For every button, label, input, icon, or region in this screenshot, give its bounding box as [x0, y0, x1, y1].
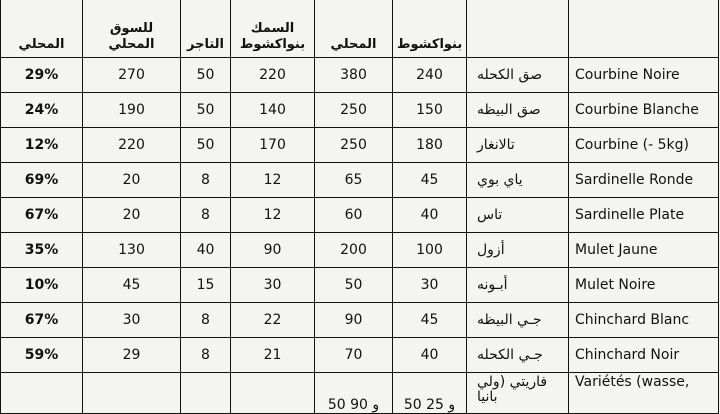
cell-arabic-name: أزول — [467, 233, 569, 268]
header-nouakchott-fish: السمك بنواكشوط — [231, 0, 315, 58]
cell-nouakchott-fish: 170 — [231, 128, 315, 163]
cell-french-name: Variétés (wasse, — [569, 373, 719, 414]
cell-nouakchott-fish: 90 — [231, 233, 315, 268]
cell-local: 380 — [315, 58, 393, 93]
cell-trader: 40 — [181, 233, 231, 268]
cell-nouakchott: 180 — [393, 128, 467, 163]
cell-pct: 67% — [1, 303, 83, 338]
cell-french-name: Sardinelle Plate — [569, 198, 719, 233]
header-trader: التاجر — [181, 0, 231, 58]
cell-local: 200 — [315, 233, 393, 268]
table-header-row — [1, 0, 719, 58]
cell-arabic-name: تالانغار — [467, 128, 569, 163]
cell-french-name: Courbine Noire — [569, 58, 719, 93]
cell-local: 90 — [315, 303, 393, 338]
cell-nouakchott: 240 — [393, 58, 467, 93]
cell-local-market: 30 — [83, 303, 181, 338]
cell-local-market: 20 — [83, 163, 181, 198]
cell-arabic-name: أبـونه — [467, 268, 569, 303]
header-pct: المحلي — [1, 0, 83, 58]
cell-local-market — [83, 373, 181, 414]
table-row — [1, 268, 719, 303]
cell-trader: 50 — [181, 128, 231, 163]
cell-arabic-name: تاس — [467, 198, 569, 233]
cell-nouakchott-fish: 30 — [231, 268, 315, 303]
cell-trader: 8 — [181, 198, 231, 233]
cell-pct — [1, 373, 83, 414]
cell-nouakchott: 45 — [393, 303, 467, 338]
cell-local-market: 190 — [83, 93, 181, 128]
header-arabic-name — [467, 0, 569, 58]
cell-nouakchott: 50 و 25 — [393, 373, 467, 414]
cell-french-name: Mulet Noire — [569, 268, 719, 303]
cell-local: 50 و 90 — [315, 373, 393, 414]
table-row — [1, 233, 719, 268]
header-french-name — [569, 0, 719, 58]
cell-nouakchott: 45 — [393, 163, 467, 198]
table-row — [1, 338, 719, 373]
header-nouakchott: بنواكشوط — [393, 0, 467, 58]
cell-local-market: 130 — [83, 233, 181, 268]
cell-trader — [181, 373, 231, 414]
cell-french-name: Mulet Jaune — [569, 233, 719, 268]
cell-pct: 24% — [1, 93, 83, 128]
cell-nouakchott: 30 — [393, 268, 467, 303]
table-row — [1, 303, 719, 338]
table-row — [1, 58, 719, 93]
cell-arabic-name: ياي بوي — [467, 163, 569, 198]
table-row — [1, 128, 719, 163]
cell-local-market: 29 — [83, 338, 181, 373]
cell-pct: 67% — [1, 198, 83, 233]
cell-trader: 50 — [181, 93, 231, 128]
table-row-partial — [1, 373, 719, 414]
cell-nouakchott: 100 — [393, 233, 467, 268]
cell-arabic-name: صق الكحله — [467, 58, 569, 93]
header-local-market: للسوق المحلي — [83, 0, 181, 58]
cell-arabic-name: جـي البيظه — [467, 303, 569, 338]
cell-pct: 29% — [1, 58, 83, 93]
cell-nouakchott-fish: 12 — [231, 163, 315, 198]
cell-nouakchott-fish: 21 — [231, 338, 315, 373]
cell-nouakchott-fish: 12 — [231, 198, 315, 233]
cell-french-name: Sardinelle Ronde — [569, 163, 719, 198]
table-row — [1, 198, 719, 233]
cell-nouakchott-fish: 220 — [231, 58, 315, 93]
cell-trader: 50 — [181, 58, 231, 93]
cell-local: 250 — [315, 93, 393, 128]
cell-local-market: 20 — [83, 198, 181, 233]
cell-nouakchott: 150 — [393, 93, 467, 128]
cell-local-market: 270 — [83, 58, 181, 93]
cell-pct: 35% — [1, 233, 83, 268]
cell-french-name: Courbine (- 5kg) — [569, 128, 719, 163]
cell-french-name: Chinchard Noir — [569, 338, 719, 373]
cell-nouakchott: 40 — [393, 338, 467, 373]
cell-trader: 15 — [181, 268, 231, 303]
cell-pct: 59% — [1, 338, 83, 373]
cell-arabic-name: جـي الكحله — [467, 338, 569, 373]
cell-local: 250 — [315, 128, 393, 163]
cell-french-name: Courbine Blanche — [569, 93, 719, 128]
cell-local: 60 — [315, 198, 393, 233]
cell-local: 70 — [315, 338, 393, 373]
cell-pct: 69% — [1, 163, 83, 198]
cell-nouakchott-fish: 22 — [231, 303, 315, 338]
cell-trader: 8 — [181, 163, 231, 198]
cell-pct: 10% — [1, 268, 83, 303]
cell-nouakchott: 40 — [393, 198, 467, 233]
cell-french-name: Chinchard Blanc — [569, 303, 719, 338]
header-local: المحلي — [315, 0, 393, 58]
cell-local-market: 45 — [83, 268, 181, 303]
cell-local: 65 — [315, 163, 393, 198]
table-row — [1, 93, 719, 128]
cell-arabic-name: صق البيظه — [467, 93, 569, 128]
table-row — [1, 163, 719, 198]
cell-local: 50 — [315, 268, 393, 303]
cell-nouakchott-fish: 140 — [231, 93, 315, 128]
cell-trader: 8 — [181, 338, 231, 373]
cell-trader: 8 — [181, 303, 231, 338]
cell-pct: 12% — [1, 128, 83, 163]
cell-nouakchott-fish — [231, 373, 315, 414]
cell-local-market: 220 — [83, 128, 181, 163]
cell-arabic-name: فاريتي (ولي بانيا — [467, 373, 569, 414]
